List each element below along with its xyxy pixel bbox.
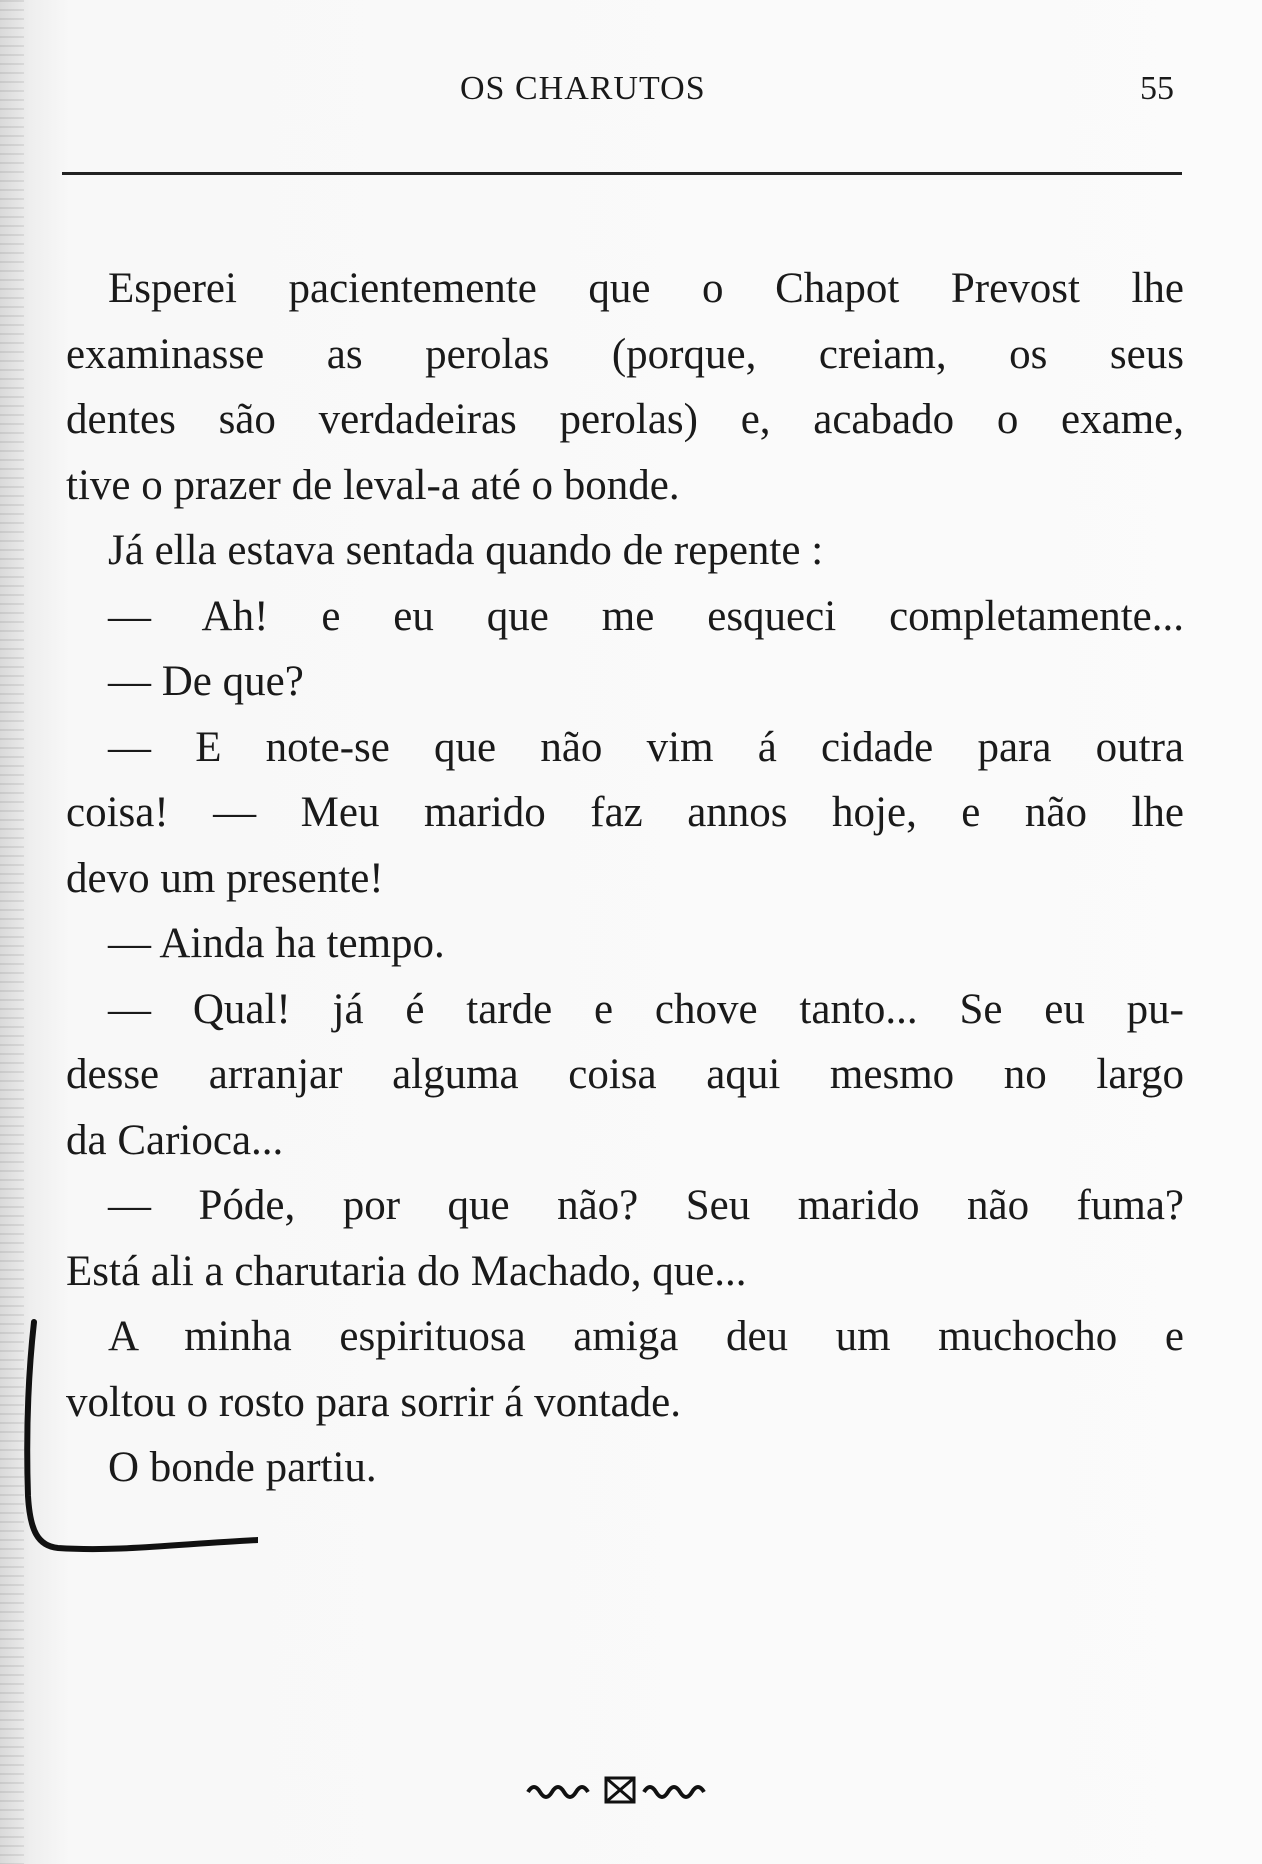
text-line: dentes são verdadeiras perolas) e, acabado o exame, [66,396,1184,443]
text-line: Esperei pacientemente que o Chapot Prevost lhe [108,265,1184,312]
text-line: — De que? [108,658,304,705]
text-line: O bonde partiu. [108,1444,377,1491]
header-rule [62,172,1182,175]
text-line: Está ali a charutaria do Machado, que... [66,1247,747,1295]
text-line: A minha espirituosa amiga deu um muchocho e [108,1313,1184,1360]
text-line: — Póde, por que não? Seu marido não fuma? [108,1182,1184,1229]
text-line: da Carioca... [66,1116,284,1164]
text-line: voltou o rosto para sorrir á vontade. [66,1378,681,1426]
text-line: — Qual! já é tarde e chove tanto... Se eu pu- [108,985,1184,1033]
ornament-flourish [520,1772,720,1808]
text-line: — Ainda ha tempo. [108,920,445,967]
text-line: — Ah! e eu que me esqueci completamente... [108,592,1184,640]
text-line: coisa! — Meu marido faz annos hoje, e não lhe [66,789,1184,836]
text-line: tive o prazer de leval-a até o bonde. [66,461,680,509]
text-line: devo um presente! [66,854,384,902]
text-line: Já ella estava sentada quando de repente : [108,527,824,574]
body-text [66,256,1184,1501]
text-line: — E note-se que não vim á cidade para outra [108,723,1184,771]
text-line: desse arranjar alguma coisa aqui mesmo no largo [66,1051,1184,1098]
page-edge-shadow [0,0,24,1864]
text-line: examinasse as perolas (porque, creiam, os seus [66,330,1184,378]
page-number: 55 [1140,70,1174,107]
running-header-title: OS CHARUTOS [460,70,706,107]
